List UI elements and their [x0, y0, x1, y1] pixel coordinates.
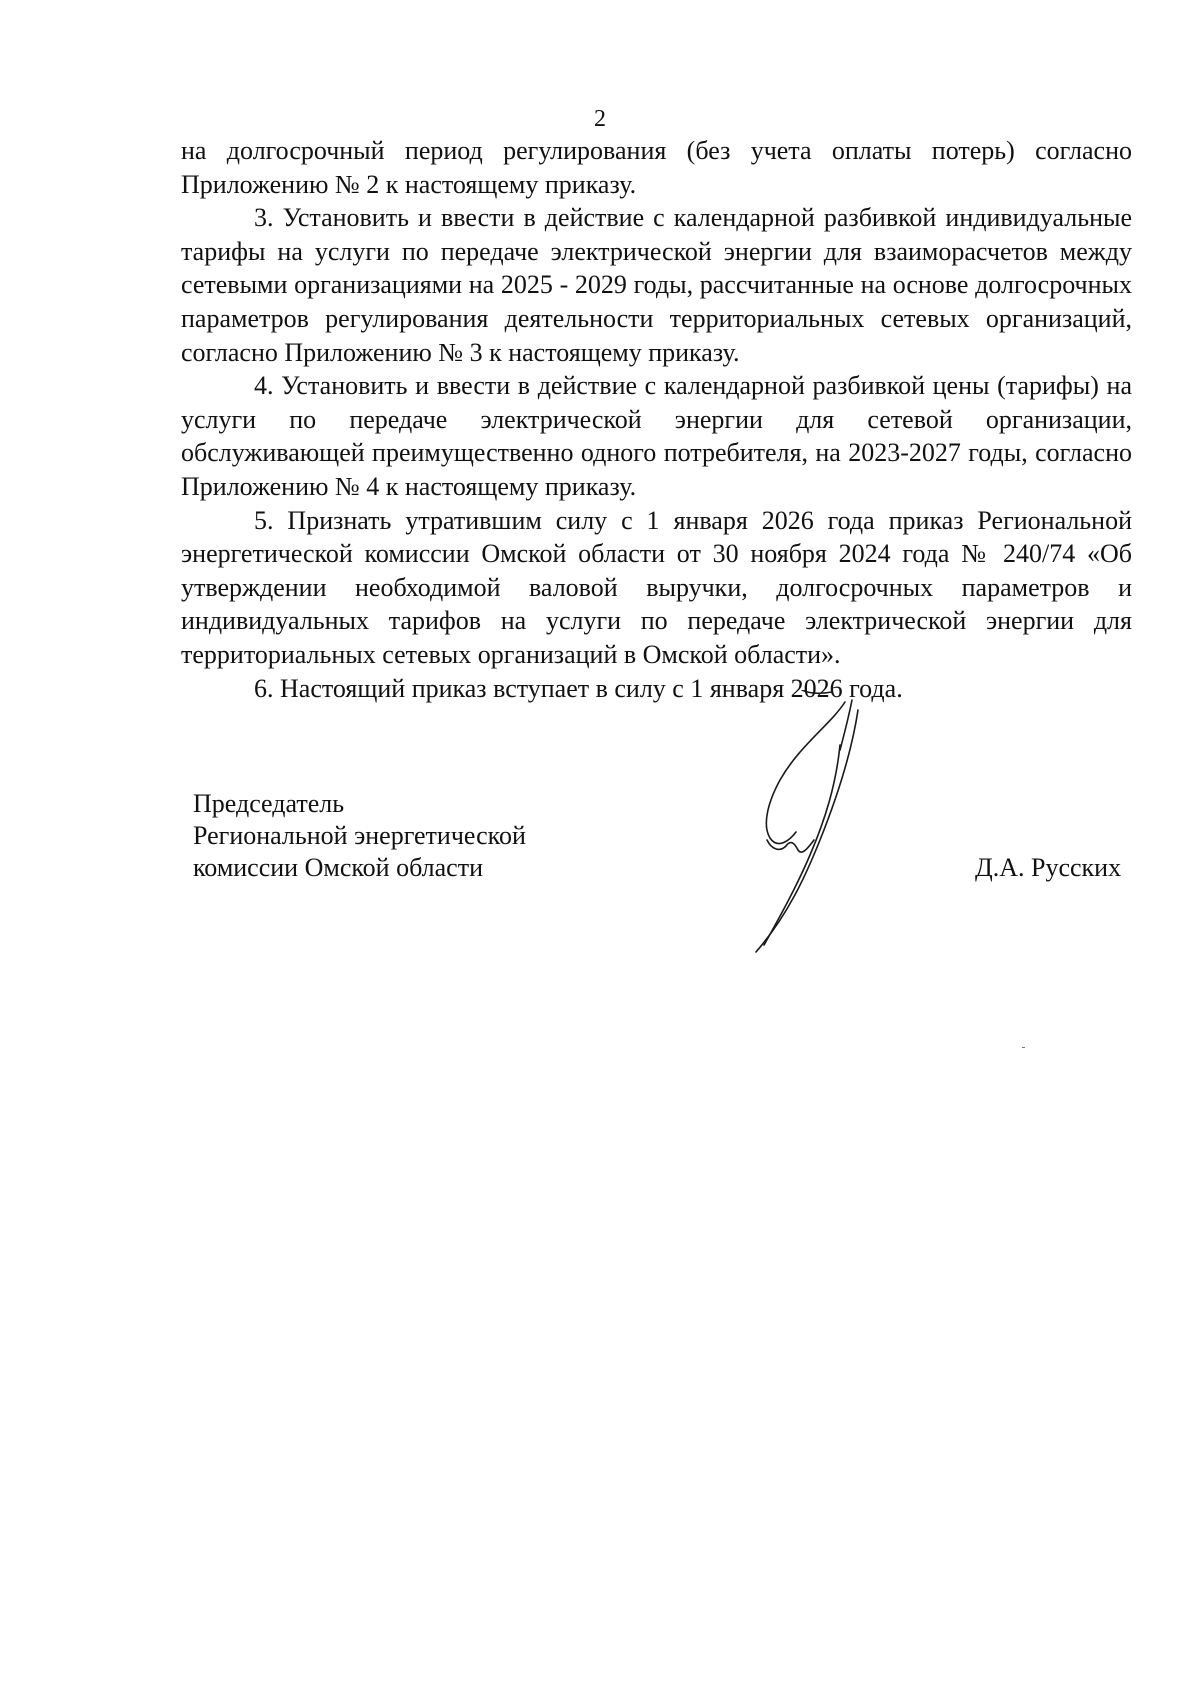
scan-speck	[1022, 1047, 1025, 1048]
signatory-name: Д.А. Русских	[975, 853, 1122, 882]
page-number: 2	[594, 106, 606, 132]
signatory-title-line: Региональной энергетической	[193, 821, 526, 850]
signatory-title-line: Председатель	[193, 789, 345, 818]
signatory-title-line: комиссии Омской области	[193, 853, 483, 882]
signatory-title	[193, 788, 526, 884]
handwritten-signature	[740, 690, 900, 960]
paragraph-item-5: 5. Признать утратившим силу с 1 января 2026 года приказ Региональной энергетической комиссии Омской области от 30 ноября 2024 года № 240/74 «Об утверждении необходимой валовой выручки, долгосрочных параметров и индивидуальных тарифов на услуги по передаче электрической энергии для территориальных сетевых организаций в Омской области».	[181, 505, 1132, 669]
paragraph-continuation: на долгосрочный период регулирования (без учета оплаты потерь) согласно Приложению № 2 к настоящему приказу.	[181, 136, 1132, 199]
document-body	[181, 134, 1132, 705]
paragraph-item-6: 6. Настоящий приказ вступает в силу с 1 января 2026 года.	[254, 673, 903, 703]
paragraph-item-3: 3. Установить и ввести в действие с календарной разбивкой индивидуальные тарифы на услуги по передаче электрической энергии для взаиморасчетов между сетевыми организациями на 2025 - 2029 годы, рассчитанные на основе долгосрочных параметров регулирования деятельности территориальных сетевых организаций, согласно Приложению № 3 к настоящему приказу.	[181, 203, 1132, 367]
paragraph-item-4: 4. Установить и ввести в действие с календарной разбивкой цены (тарифы) на услуги по передаче электрической энергии для сетевой организации, обслуживающей преимущественно одного потребителя, на 2023-2027 годы, согласно Приложению № 4 к настоящему приказу.	[181, 371, 1132, 501]
